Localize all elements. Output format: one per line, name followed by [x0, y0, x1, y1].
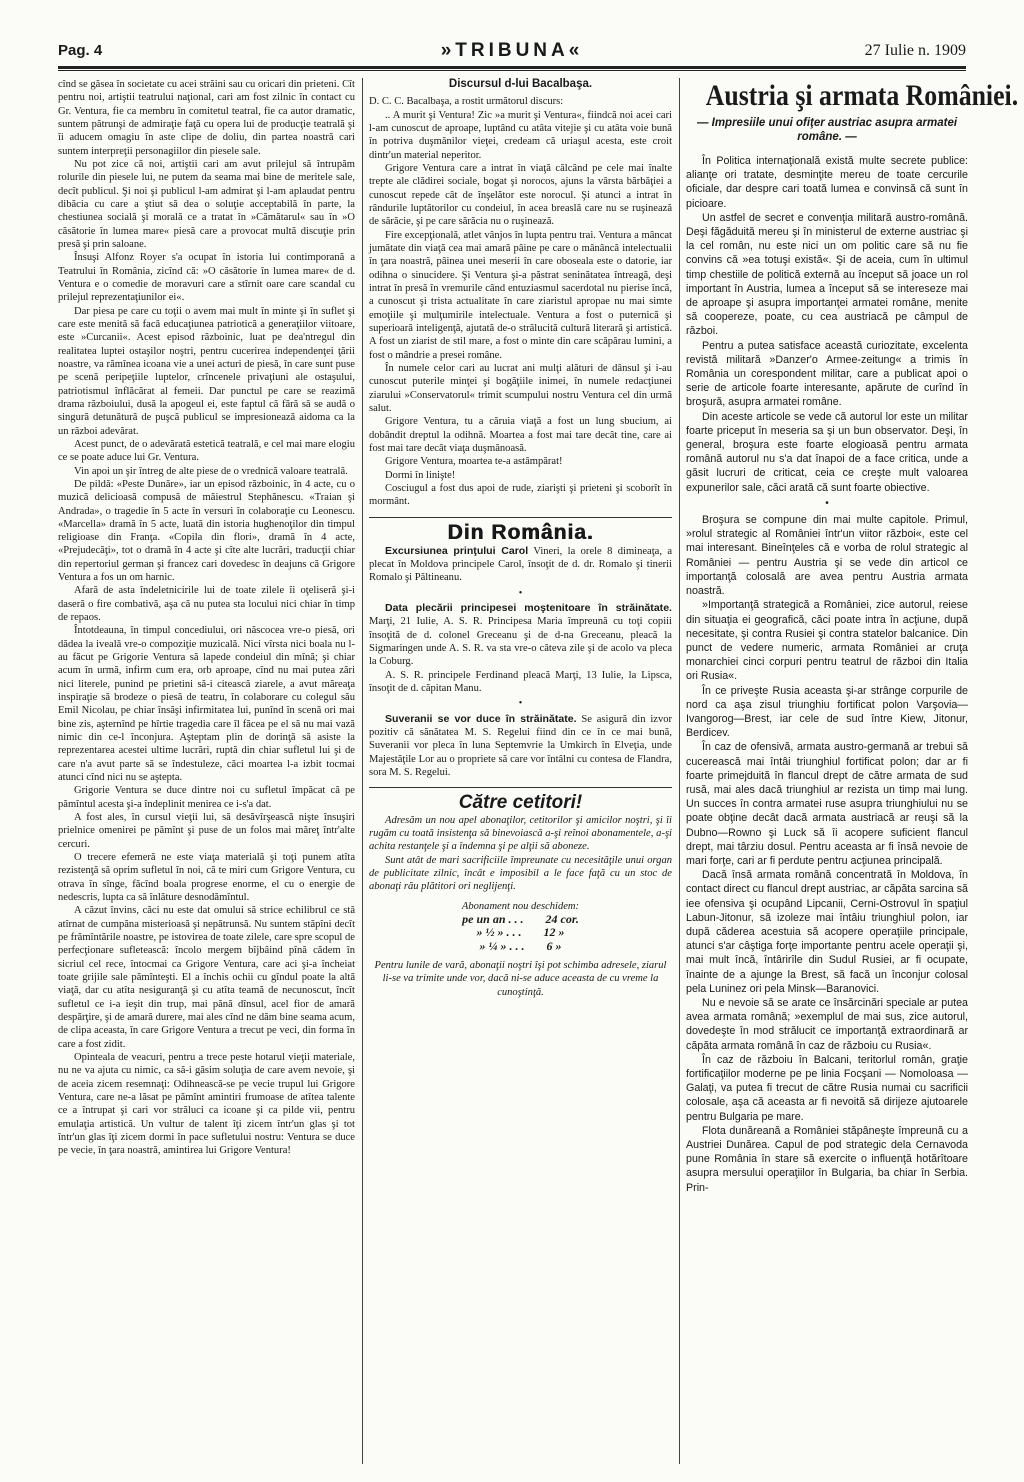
paragraph: Afară de asta îndeletnicirile lui de toate zilele îi oţeliseră şi-i daseră o fire combativă, aşa că nu putea sta locului nici chiar în timp de repaos.	[58, 585, 355, 624]
paragraph: Întotdeauna, în timpul concediului, ori născocea vre-o piesă, ori dădea la iveală vre-o compoziţie muzicală. Nici vîrsta nici boala nu l-au făcut pe Grigorie Ventura să lapede condeiul din mînă; şi chiar acum în urmă, infirm cum era, orb aproape, cînd nu mai putea zări nici literele, punind pe prietini să-i citească ziarele, a avut măreaţa inspiraţie să brodeze o piesă de teatru, în colaborare cu colegul său Emil Nicolau, pe chiar însăşi infirmitatea lui, punînd în scenă ori mai bine zis, aşternînd pe hîrtie tragedia care îl făcea pe el să nu mai vază nimic din ce-l înconjura. Aşteptam plin de dorinţă să asiste la reprezentarea acestei ultime lucrări, ruptă din chiar sufletul lui şi de care n'a avut parte să se îndestuleze, căci moartea l-a izbit tocmai atunci cînd nici nu se aştepta.	[58, 625, 355, 784]
paragraph: Acest punct, de o adevărată estetică teatrală, e cel mai mare elogiu ce se poate aduce lui Gr. Ventura.	[58, 438, 355, 464]
news-text: Vineri, la orele 8 dimineaţa, a plecat în Moldova principele Carol, însoţit de d. dr. Romalo şi tinerii Romalo şi Păltineanu.	[369, 545, 673, 584]
page-header	[58, 40, 966, 66]
separator-star: •	[518, 698, 523, 710]
paragraph: În caz de ofensivă, armata austro-germană ar trebui să cucerească mai întâi triunghiul fortificat polon; dar ar fi foarte primejduită în flancul drept de către armata de sud rusă, mai ales dacă triunghiul ar rezista un timp mai lung. Un succes în contra armatei ruse asupra triunghiului nu se poate obţine decât dacă armata austriacă ar reuşi să la Dubno—Rowno şi Luck să îi acopere suficient flancul drept, mai târziu dosul. Pentru aceasta ar fi însă nevoie de mari forţe, cari ar fi perdute pentru acţiunea principală.	[686, 741, 968, 867]
paragraph: Din aceste articole se vede că autorul lor este un militar foarte priceput în meseria sa şi un bun observator. Deşi, în general, broşura este foarte elogioasă pentru armata română autorul nu s'a dat înapoi de a face critica, unde a găsit lucruri de criticat, ceia ce creşte mult valoarea expunerilor sale, căci arată că sunt foarte obiective.	[686, 410, 968, 494]
price: 12 »	[543, 925, 565, 940]
period: » ½ » . . .	[476, 925, 522, 940]
section-divider	[369, 787, 672, 788]
period: pe un an . . .	[462, 912, 524, 927]
paragraph: Opinteala de veacuri, pentru a trece peste hotarul vieţii materiale, nu ne va ajuta cu nimic, ca să-i găsim soluţia de care avem nevoie, şi de aceia zicem resemnaţi: Odihnească-se pe vecie trupul lui Grigore Ventura, care ne-a lăsat pe pămînt amintiri frumoase de atîtea talente ce a întrupat şi cari vor străluci ca icoane şi ca pilde vii, pentru emulaţia artistică. Un vultur de talent îţi zicem într'un glas şi tot într'un glas îţi zicem dormi în pace sufletului nostru: Ventura se duce pe vecie, în ţara noastră, amintirea lui Grigore Ventura!	[58, 1051, 355, 1157]
paragraph: Însuşi Alfonz Royer s'a ocupat în istoria lui contimporană a Teatrului în România, zicînd că: »O căsătorie în lumea mare« de d. Ventura e o comedie de moravuri care a stîrnit oare care scandal cu prilejul reprezentaţiunilor ei«.	[58, 252, 355, 304]
paragraph: Grigore Ventura, moartea te-a astâmpărat!	[385, 456, 563, 468]
paragraph: În caz de războiu în Balcani, teritorlul român, graţie fortificaţiilor moderne pe pe linia Focşani — Nomoloasa — Galaţi, va putea fi trecut de către Rusia numai cu sacrificii colosale, aşa că aceasta ar fi nevoită să dirijeze ajutoarele pentru Bulgaria pe mare.	[686, 1053, 968, 1123]
paragraph: A căzut învins, căci nu este dat omului să strice echilibrul ce stă atîrnat de cumpăna misterioasă şi nepătrunsă. Nu suntem stăpîni decît pe frămîntările noastre, pe istovirea de toate zilele, care spre scopul de perfecţionare sufletească: încolo mergem bîjbâind pînă cădem în sicriul cel rece, întocmai ca Grigore Ventura, care aci şi-a încheiat toate grijile sale pămînteşti. El a închis ochii cu gîndul poate la altă viaţă, dar cu atîta nesiguranţă şi cu atîta teamă de necunoscut, încît sufletul ce i-a ieşit din trup, mai pănă dînsul, acel fior de amară despărţire, şi de amară durere, mai ales cînd ne dăm bine seama acum, de clipa aceasta, în care Grigore Ventura a trecut pe veci, din forma în care a fost zidit.	[58, 905, 355, 1050]
paragraph: A fost ales, în cursul vieţii lui, să desăvîrşească nişte însuşiri prielnice omenirei pe pămînt şi puse de un folos mai măreţ într'alte cercuri.	[58, 812, 355, 850]
paragraph: Fire excepţională, atlet vânjos în lupta pentru trai. Ventura a mâncat jumătate din viaţă cea mai amară pâine pe care o mânâncă intelectualii în ţara noastră, pâinea unei meserii în care oboseala este o datorie, iar odihna o sinucidere. Şi Ventura şi-a păstrat seninătatea întreagă, deşi intrat în presă în vremurile când entuziasmul sacerdotal nu pierise încă, a cunoscut şi trista actualitate în care ziaristul apropae nu mai simte emoţiile şi mulţumirile intelectuale. Ventura a fost o puternică şi superioară inteligenţă, ajutată de-o strălucită cultură literară şi artistică. A fost un ziarist de stil mare, a fost o minte din care scăpărau lumini, a fost o mândrie a presei române.	[369, 229, 672, 361]
paragraph: O trecere efemeră ne este viaţa materială şi toţi punem atîta rezistenţă să oprim sufletul în noi, că te miri cum Grigore Ventura, cu otrava în sînge, făcînd boala progrese enorme, el cu o energie de nedescris, lupta ca să înlăture desnodămîntul.	[58, 852, 355, 904]
paragraph: Dormi în linişte!	[385, 469, 456, 481]
paragraph: Adresăm un nou apel abonaţilor, cetitorilor şi amicilor noştri, şi îi rugăm cu toată insistenţa să binevoiască a-şi reînoi abonamentele, a-şi achita restanţele şi a îndemna şi pe alţii să aboneze.	[369, 814, 672, 853]
paragraph: Grigore Ventura care a intrat în viaţă călcând pe cele mai înalte trepte ale clădirei sociale, bogat şi norocos, ajuns la vârsta bărbăţiei a cunoscut repede cât de înşelător este norocul. Şi atunci a intrat în rândurile luptătorilor cu condeiul, în acea breaslă care nu se ruşinează de sărăcie, şi pe care sărăcia nu o ruşinează.	[369, 162, 672, 228]
column-3	[686, 78, 1019, 1195]
article-title: Austria şi armata României.	[705, 79, 1019, 112]
section-heading: Discursul d-lui Bacalbaşa.	[448, 78, 593, 90]
period: » ¼ » . . .	[479, 938, 525, 953]
news-lead: Suveranii se vor duce în străinătate.	[385, 712, 577, 725]
notice-heading: Către cetitori!	[458, 792, 583, 814]
article-subtitle: — Impresiile unui ofiţer austriac asupra armatei române. —	[696, 117, 958, 143]
news-lead: Data plecării principesei moştenitoare în străinătate.	[385, 602, 672, 615]
price: 6 »	[546, 938, 562, 953]
paragraph: Vin apoi un şir întreg de alte piese de o vrednică valoare teatrală.	[74, 465, 348, 477]
paragraph: »Importanţă strategică a României, zice autorul, reiese din situaţia ei geografică, căci poate intra în acţiune, după necesitate, şi contra Rusiei şi contra statelor balcanice. Din punct de vedere numeric, armata României ar cruţa monarchiei cinci corpuri pentru teatrul de război din Italia ori Rusia«.	[686, 599, 968, 683]
price: 24 cor.	[545, 912, 579, 927]
paragraph: Nu pot zice că noi, artiştii cari am avut prilejul să întrupăm rolurile din piesele lui, ne putem da seama mai bine de meritele sale, decît publicul. Şi noi şi publicul l-am admirat şi l-am aplaudat pentru dibăcia cu care a ştiut să dea o soluţie acceptabilă în parte, la chestiunea socială şi morală ce a tratat în »Cămătarul« sau în »O căsătorie în lumea mare« piesă care a provocat multă discuţie prin presă şi prin saloane.	[58, 158, 355, 250]
paragraph: Sunt atât de mari sacrificiile împreunate cu necesităţile unui organ de publicitate zilnic, încât e imposibil a le face faţă cu un stoc de abonaţi rău plătitori ori neglijenţi.	[369, 854, 672, 893]
paragraph: D. C. C. Bacalbaşa, a rostit următorul discurs:	[369, 96, 564, 108]
paragraph: Un astfel de secret e convenţia militară austro-română. Deşi făgăduită mereu şi în ministerul de externe austriac şi la cel român, nu este nici un om politic care să nu fie convins că »ea totuşi există«. Şi de aceia, cum în ultimul timp chestiile de politică externă au început să joace un rol important în Austria, lumea a început să se intereseze mai de aproape şi asupra importanţei armatei române, menite să coopereze, poate, cu cea austriacă pe câmpul de război.	[686, 211, 968, 338]
news-text: Marţi, 21 Iulie, A. S. R. Principesa Maria împreună cu toţi copiii însoţită de d. colonel Greceanu şi de d-na Greceanu, pleacă la Sigmaringen unde A. S. R. va sta vre-o câteva zile şi de acolo va pleca la Coburg.	[369, 616, 672, 668]
price-row	[369, 940, 672, 953]
paragraph: A. S. R. principele Ferdinand pleacă Marţi, 13 Iulie, la Lipsca, însoţit de d. căpitan Manu.	[369, 669, 672, 695]
column-divider	[362, 78, 363, 1464]
paragraph: Dacă însă armata română concentrată în Moldova, în contact direct cu flancul drept austriac, ar căpăta sarcina să iee ofensiva şi ocupând Lipcanii, Cerni-Ostrovul în spaţiul Labun-Jitonur, să izoleze mai întâiu triunghiul polon, iar după căderea acestuia să acopere operaţiile principale, atunci s'ar câştiga forţe importante pentru acele operaţii şi, mai mult încă, întârirîle din Sudul Rusiei, ar fi ocupate, înainte de a ajunge la Brest, să facă un înconjur colosal pela Luninez ori pela Minsk—Baranovici.	[686, 869, 968, 995]
paragraph: cînd se găsea în societate cu acei străini sau cu oricari din prieteni. Cît pentru noi, artiştii teatrului naţional, cari am fost zilnic în contact cu Gr. Ventura, fie ca membru în comitetul teatral, fie ca autor dramatic, suntem pătrunşi de admiraţie faţă cu opera lui de producţie teatrală şi îi aducem omagiu în aste clipe de doliu, din partea noastră cari suntem interpreţii personagiilor din piesele sale.	[58, 79, 355, 157]
separator-star: •	[518, 587, 523, 599]
column-1	[58, 78, 355, 1158]
column-divider	[679, 78, 680, 1464]
column-2	[369, 78, 672, 999]
section-divider	[369, 517, 672, 518]
section-heading: Din România.	[447, 520, 594, 544]
header-rule-thin	[58, 70, 966, 71]
page-number: Pag. 4	[58, 42, 103, 59]
subscription-title: Abonament nou deschidem:	[461, 900, 580, 912]
paragraph: Dar piesa pe care cu toţii o avem mai mult în minte şi în suflet şi care este menită să facă educaţiunea patriotică a generaţiilor viitoare, este »Curcanii«. Acest episod războinic, luat pe dea'ntregul din realitatea luptei ostaşilor noştri, pentru cucerirea independenţei ţării noastre, va rămînea icoana vie a unei acturi de piesă, în care sunt puse pe scenă peripeţiile luptelor, crîncenele privaţiuni ale ostaşului, patriotismul înflăcărat al femeii. Dar punctul pe care se reazimă drama războiului, dusă la apogeul ei, este faptul că fără să se audă o singură detunătură de puşcă publicul se impresionează aidoma ca la un război adevărat.	[58, 305, 355, 437]
issue-date: 27 Iulie n. 1909	[864, 42, 966, 59]
paragraph: Grigore Ventura, tu a căruia viaţă a fost un lung sbucium, ai dobândit dreptul la odihnă. Moartea a fost mai tare decât tine, care ai fost mai tare decât viaţa duşmănoasă.	[369, 416, 672, 454]
paragraph: De pildă: «Peste Dunăre», iar un episod războinic, în 4 acte, cu o muzică delicioasă compusă de măiestrul Stephănescu. «Traian şi Andrada», o tragedie în 5 acte în versuri în colaboraţie cu Leonescu. «Marcella» dramă în 5 acte, luată din istoria hughenoţilor din timpul religioase din Franţa. «Copila din flori», dramă în 4 acte, «Prejudecăţi», tot o dramă în 4 acte şi cîte alte lucrări, traducţii chiar din repertoriul german şi francez cari dovedesc în deajuns că Grigore Ventura a fos un om harnic.	[58, 478, 355, 584]
masthead: »TRIBUNA«	[440, 40, 584, 61]
separator-star: •	[825, 497, 829, 509]
paragraph: Grigorie Ventura se duce dintre noi cu sufletul împăcat că pe pămîntul acesta şi-a îndeplinit menirea ce i-s'a dat.	[58, 785, 355, 810]
paragraph: Pentru lunile de vară, abonaţii noştri îşi pot schimba adresele, ziarul li-se va trimite unde vor, dacă ni-se aduce aceasta de cu vreme la cunoştinţă.	[374, 960, 667, 998]
paragraph: .. A murit şi Ventura! Zic »a murit şi Ventura«, fiindcă noi acei cari l-am cunoscut de aproape, luptând cu atâta vitejie şi cu atâta voie bună în potriva duşmănilor vieţei, credeam că uriaşul acesta, este croit dintr'un material neperitor.	[369, 109, 672, 161]
paragraph: În numele celor cari au lucrat ani mulţi alături de dânsul şi i-au cunoscut puterile minţei şi bogăţiile inimei, în numele redacţiunei ziarului »Conservatorul« trimit scumpului nostru Ventura cel din urmă salut.	[369, 362, 672, 414]
paragraph: Pentru a putea satisface această curiozitate, excelenta revistă militară »Danzer'o Armee-zeitung« a trimis în România un corespondent militar, care a publicat apoi o serie de articole foarte interesante, apărute de curînd în broşură, asupra armatei române.	[686, 339, 968, 409]
news-text: Se asigură din izvor pozitiv că sănătatea M. S. Regelui fiind din ce în ce mai bună, Suveranii vor pleca în luna Septemvrie la Umkirch în Elveţia, unde Majestăţile Lor au o propriete să care vor întâlni cu contesa de Flandra, sora M. S. Regelui.	[369, 713, 673, 779]
paragraph: Flota dunăreană a României stăpâneşte împreună cu a Austriei Dunărea. Capul de pod strategic dela Cernavoda pune România în stare să exercite o influenţă hotărîtoare asupra mersului operaţiilor în Bulgaria, ba chiar în Serbia. Prin-	[686, 1124, 968, 1194]
price-row	[369, 913, 672, 926]
paragraph: Broşura se compune din mai multe capitole. Primul, »rolul strategic al României într'un viitor război«, este cel mai interesant. Bineînţeles că e vorba de rolul strategic al României — pentru Austria şi se vede din articol ce importanţă colosală are avea pentru Austria armata noastră.	[686, 514, 968, 598]
price-row	[369, 926, 672, 939]
news-lead: Excursiunea prinţului Carol	[385, 544, 529, 557]
paragraph: În Politica internaţională există multe secrete publice: alianţe ori tratate, desminţite mereu de toate cercurile oficiale, dar despre cari toată lumea e convinsă că sunt în picioare.	[686, 155, 968, 210]
paragraph: Nu e nevoie să se arate ce însărcinări speciale ar putea avea armata română; »exemplul de mai sus, zice autorul, dovedeşte în mod strălucit ce importanţă extraordinară ar căpăta armata română în caz de războiu cu Rusia«.	[686, 996, 968, 1052]
paragraph: Cosciugul a fost dus apoi de rude, ziarişti şi prieteni şi scoborît în mormânt.	[369, 482, 672, 508]
header-rule	[58, 66, 966, 69]
paragraph: În ce priveşte Rusia aceasta şi-ar strânge corpurile de nord ca aşa zisul triunghiu fortificat polon Varşovia—Ivangorog—Brest, iar cele de sud între Kiew, Jitonur, Berdicev.	[686, 684, 968, 740]
